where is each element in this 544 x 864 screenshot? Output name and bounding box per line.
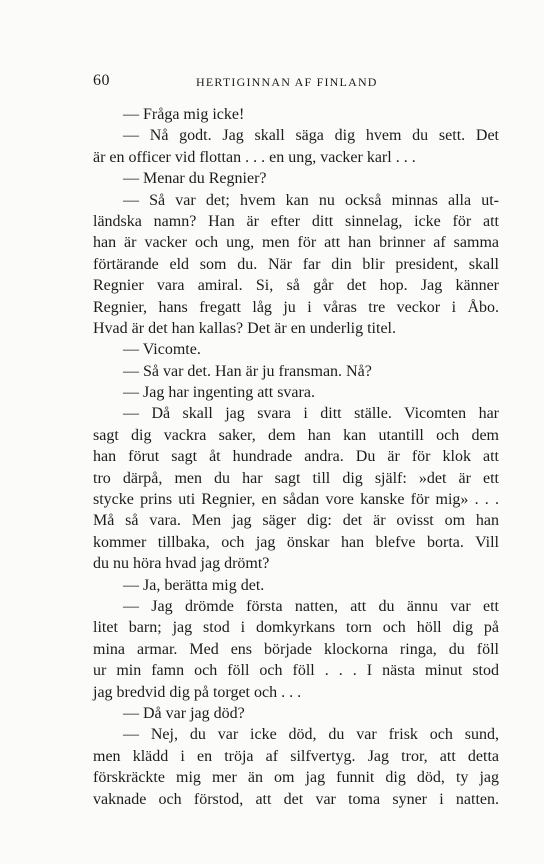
text-line: — Jag har ingenting att svara. (123, 384, 315, 402)
text-line: förtärande eld som du. När far din blir president, skall (93, 255, 499, 273)
text-line: — Nå godt. Jag skall säga dig hvem du sett. Det (123, 127, 499, 145)
text-line: sagt dig vackra saker, dem han kan utantill och dem (93, 426, 499, 444)
text-line: — Ja, berätta mig det. (123, 576, 265, 594)
text-line: ur min famn och föll och föll . . . I nästa minut stod (93, 662, 499, 680)
text-line: kommer tillbaka, och jag önskar han blefve borta. Vill (93, 533, 499, 551)
text-line: mina armar. Med ens började klockorna ringa, du föll (93, 640, 499, 658)
text-line: han är vacker och ung, men för att han brinner af samma (93, 234, 499, 252)
text-line: ländska namn? Han är efter ditt sinnelag, icke för att (93, 212, 499, 230)
text-line: Hvad är det han kallas? Det är en underlig titel. (93, 319, 396, 337)
text-line: du nu höra hvad jag drömt? (93, 555, 270, 573)
text-line: han förut sagt åt hundrade andra. Du är för klok att (93, 448, 499, 466)
running-title: HERTIGINNAN AF FINLAND (196, 75, 378, 89)
text-line: — Då skall jag svara i ditt ställe. Vicomten har (123, 405, 499, 423)
text-line: — Jag drömde första natten, att du ännu var ett (123, 597, 499, 615)
text-line: men klädd i en tröja af silfvertyg. Jag tror, att detta (93, 747, 499, 765)
text-line: — Fråga mig icke! (123, 106, 245, 123)
page-header (93, 72, 493, 94)
text-line: är en officer vid flottan . . . en ung, vacker karl . . . (93, 148, 416, 166)
text-line: — Menar du Regnier? (123, 170, 267, 188)
text-line: tro därpå, men du har sagt till dig själf: »det är ett (93, 469, 499, 487)
text-line: — Så var det; hvem kan nu också minnas alla ut- (123, 191, 499, 209)
text-line: — Vicomte. (123, 341, 201, 359)
text-line: vaknade och förstod, att det var toma syner i natten. (93, 790, 499, 808)
text-line: Må så vara. Men jag säger dig: det är ovisst om han (93, 512, 499, 530)
text-line: — Då var jag död? (123, 704, 245, 722)
text-line: — Så var det. Han är ju fransman. Nå? (123, 362, 372, 380)
text-line: — Nej, du var icke död, du var frisk och sund, (123, 726, 499, 744)
text-line: stycke prins uti Regnier, en sådan vore kanske för mig» . . . (93, 491, 499, 509)
body-text (93, 104, 499, 810)
text-line: förskräckte mig mer än om jag funnit dig död, ty jag (93, 769, 499, 787)
text-line: Regnier, hans fregatt låg ju i våras tre veckor i Åbo. (93, 298, 499, 316)
page-number: 60 (93, 72, 110, 89)
text-line: Regnier vara amiral. Si, så går det hop. Jag känner (93, 277, 499, 295)
text-line: jag bredvid dig på torget och . . . (93, 683, 302, 701)
text-line: litet barn; jag stod i domkyrkans torn och höll dig på (93, 619, 499, 637)
